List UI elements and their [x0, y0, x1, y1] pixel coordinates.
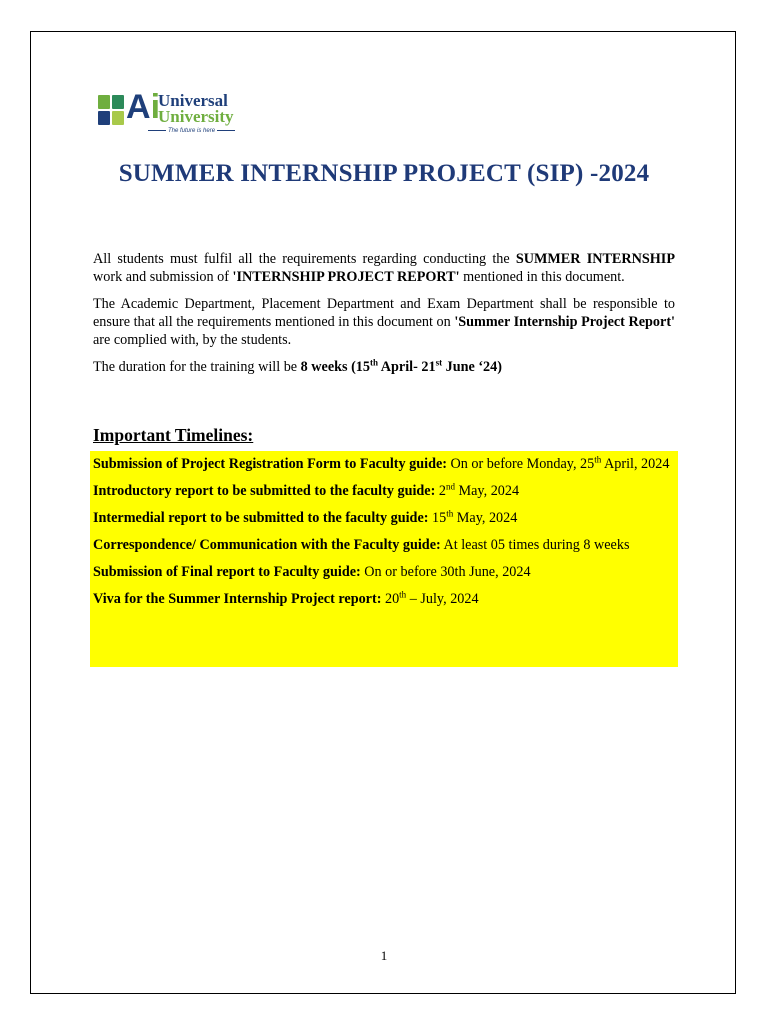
timelines-heading: Important Timelines: [93, 425, 254, 445]
logo-monogram: Ai [126, 88, 161, 126]
timeline-item: Viva for the Summer Internship Project report: 20th – July, 2024 [93, 589, 479, 607]
timeline-item: Correspondence/ Communication with the Faculty guide: At least 05 times during 8 weeks [93, 537, 630, 553]
logo-name-line2: University [158, 107, 234, 126]
duration-paragraph: The duration for the training will be 8 weeks (15th April- 21st June ‘24) [93, 357, 502, 375]
logo-icon [98, 95, 124, 125]
document-title: SUMMER INTERNSHIP PROJECT (SIP) -2024 [118, 160, 650, 187]
logo-wordmark [158, 93, 234, 125]
timeline-item: Submission of Final report to Faculty guide: On or before 30th June, 2024 [93, 564, 531, 580]
logo-tagline: The future is here [148, 128, 235, 134]
timelines-highlight-box [90, 451, 678, 667]
timeline-item: Intermedial report to be submitted to the faculty guide: 15th May, 2024 [93, 508, 518, 526]
intro-section [93, 250, 675, 385]
logo-name-line1: Universal [158, 91, 228, 110]
timeline-item: Submission of Project Registration Form to Faculty guide: On or before Monday, 25th April, 2024 [93, 454, 670, 472]
university-logo [98, 88, 248, 136]
page-number: 1 [380, 948, 388, 963]
intro-paragraph-1: All students must fulfil all the requirements regarding conducting the SUMMER INTERNSHIP work and submission of 'INTERNSHIP PROJECT REPORT' mentioned in this document. [93, 251, 675, 285]
timeline-item: Introductory report to be submitted to the faculty guide: 2nd May, 2024 [93, 481, 520, 499]
intro-paragraph-2: The Academic Department, Placement Department and Exam Department shall be responsible to ensure that all the requirements mentioned in this document on 'Summer Internship Project Report' are complied with, by the students. [93, 296, 675, 348]
